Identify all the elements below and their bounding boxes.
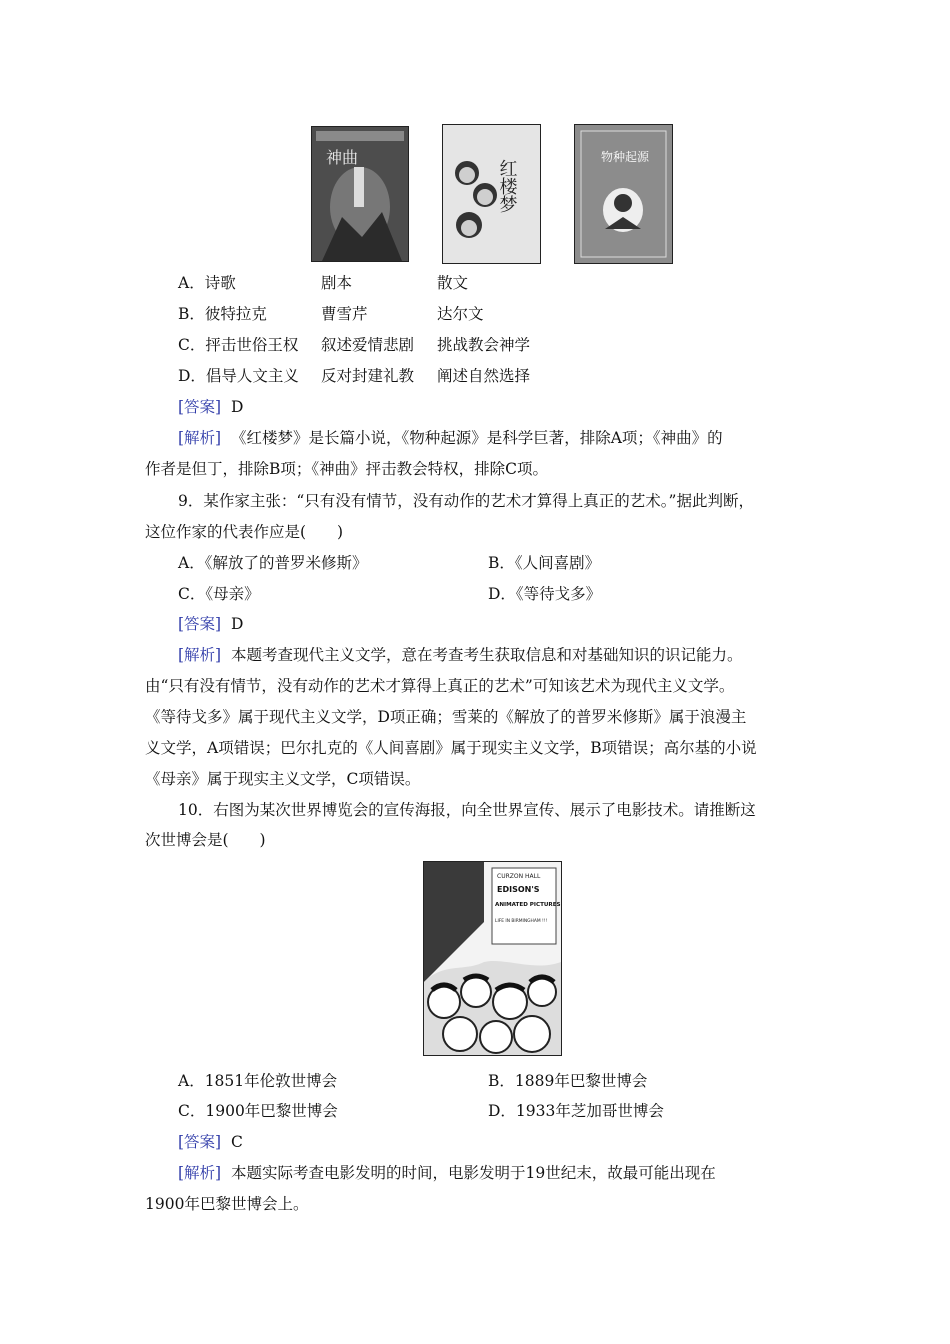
q8-option-b-col1: 曹雪芹 xyxy=(321,305,368,323)
q8-analysis-line2: 作者是但丁，排除B项；《神曲》抨击教会特权，排除C项。 xyxy=(145,460,549,478)
q10-stem-line2: 次世博会是( ) xyxy=(145,831,266,849)
q8-option-d-col1: 反对封建礼教 xyxy=(321,367,415,385)
answer-value: D xyxy=(230,398,244,416)
q9-stem-line2: 这位作家的代表作应是( ) xyxy=(145,523,344,541)
q9-answer: [答案] D xyxy=(178,615,244,633)
q9-analysis-line4: 义文学，A项错误；巴尔扎克的《人间喜剧》属于现实主义文学，B项错误；高尔基的小说 xyxy=(145,739,757,757)
analysis-tag: [解析] xyxy=(178,429,222,447)
shenqu-title: 神曲 xyxy=(326,148,359,167)
poster-hall: CURZON HALL xyxy=(497,873,541,880)
q9-stem-line1: 9．某作家主张：“只有没有情节，没有动作的艺术才算得上真正的艺术。”据此判断， xyxy=(178,492,754,510)
q8-option-a: A．诗歌 xyxy=(178,274,236,292)
q10-answer: [答案] C xyxy=(178,1133,243,1151)
q10-stem-line1: 10．右图为某次世界博览会的宣传海报，向全世界宣传、展示了电影技术。请推断这 xyxy=(178,801,756,819)
q8-option-d: D．倡导人文主义 xyxy=(178,367,299,385)
q9-option-a: A．《解放了的普罗米修斯》 xyxy=(178,554,368,572)
q10-option-b: B．1889年巴黎世博会 xyxy=(488,1072,648,1090)
q8-analysis-line1: [解析] 《红楼梦》是长篇小说，《物种起源》是科学巨著，排除A项；《神曲》的 xyxy=(178,429,723,447)
q10-option-d: D．1933年芝加哥世博会 xyxy=(488,1102,664,1120)
poster-edison: EDISON'S xyxy=(497,885,540,894)
q9-option-c: C．《母亲》 xyxy=(178,585,260,603)
hongloumeng-title: 红楼梦 xyxy=(496,159,518,213)
q10-option-c: C．1900年巴黎世博会 xyxy=(178,1102,338,1120)
origin-title: 物种起源 xyxy=(601,150,650,164)
q10-analysis-line1: [解析] 本题实际考查电影发明的时间，电影发明于19世纪末，故最可能出现在 xyxy=(178,1164,716,1182)
q8-option-c: C．抨击世俗王权 xyxy=(178,336,299,354)
hongloumeng-cover-image xyxy=(442,124,541,264)
poster-animated: ANIMATED PICTURES xyxy=(495,902,561,908)
q8-option-b-col2: 达尔文 xyxy=(437,305,484,323)
answer-tag: [答案] xyxy=(178,398,222,416)
q10-option-a: A．1851年伦敦世博会 xyxy=(178,1072,338,1090)
q8-option-d-col2: 阐述自然选择 xyxy=(437,367,531,385)
q9-analysis-line5: 《母亲》属于现实主义文学，C项错误。 xyxy=(145,770,421,788)
q9-analysis-line2: 由“只有没有情节，没有动作的艺术才算得上真正的艺术”可知该艺术为现代主义文学。 xyxy=(145,677,735,695)
poster-life: LIFE IN BIRMINGHAM !!! xyxy=(495,919,548,924)
q8-option-a-col1: 剧本 xyxy=(321,274,353,292)
q9-analysis-line3: 《等待戈多》属于现代主义文学，D项正确；雪莱的《解放了的普罗米修斯》属于浪漫主 xyxy=(145,708,747,726)
edison-poster-image xyxy=(423,861,562,1056)
q9-option-b: B．《人间喜剧》 xyxy=(488,554,601,572)
q10-analysis-line2: 1900年巴黎世博会上。 xyxy=(145,1195,309,1213)
q9-analysis-line1: [解析] 本题考查现代主义文学，意在考查考生获取信息和对基础知识的识记能力。 xyxy=(178,646,743,664)
q8-answer xyxy=(178,395,243,417)
q8-option-c-col1: 叙述爱情悲剧 xyxy=(321,336,415,354)
q8-option-a-col2: 散文 xyxy=(437,274,469,292)
shenqu-cover-image xyxy=(311,126,409,262)
q9-option-d: D．《等待戈多》 xyxy=(488,585,602,603)
q8-option-c-col2: 挑战教会神学 xyxy=(437,336,531,354)
q8-option-b: B．彼特拉克 xyxy=(178,305,267,323)
origin-of-species-cover-image xyxy=(574,124,673,264)
